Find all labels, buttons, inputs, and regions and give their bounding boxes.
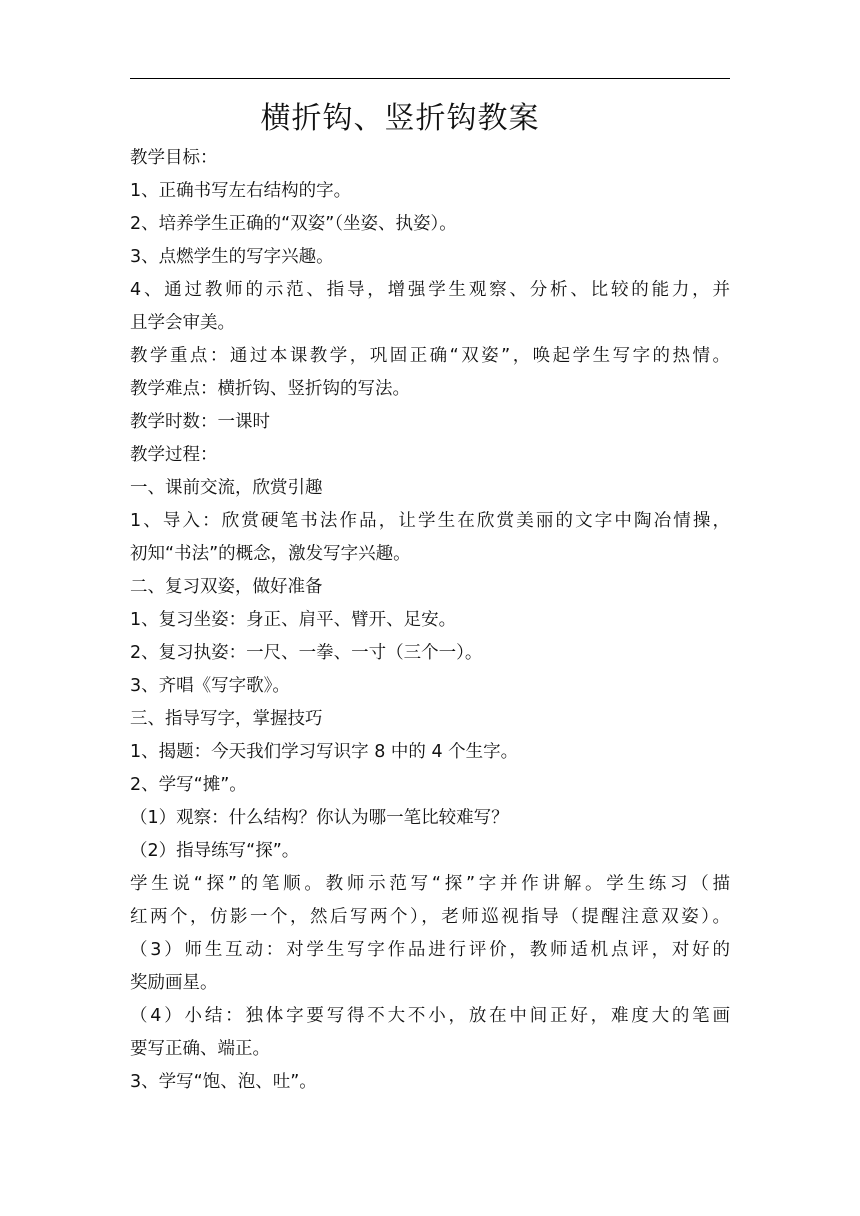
text-line: 2、学写“摊”。 <box>130 775 247 795</box>
text-line: 初知“书法”的概念，激发写字兴趣。 <box>130 544 411 564</box>
text-line: 红两个，仿影一个，然后写两个），老师巡视指导（提醒注意双姿）。 <box>130 907 730 927</box>
text-line: （2）指导练写“探”。 <box>130 841 300 861</box>
text-line: 奖励画星。 <box>130 973 218 993</box>
text-line: 3、学写“饱、泡、吐”。 <box>130 1072 317 1092</box>
text-line: （1）观察：什么结构？你认为哪一笔比较难写？ <box>130 808 509 828</box>
text-line: 教学过程： <box>130 445 218 465</box>
text-line: 二、复习双姿，做好准备 <box>130 577 323 597</box>
text-line: 1、正确书写左右结构的字。 <box>130 181 352 201</box>
header-rule <box>130 78 730 79</box>
text-line: 三、指导写字，掌握技巧 <box>130 709 323 729</box>
text-line: 教学难点：横折钩、竖折钩的写法。 <box>130 379 410 399</box>
text-line: （3）师生互动：对学生写字作品进行评价，教师适机点评，对好的 <box>130 940 730 960</box>
text-line: 1、揭题：今天我们学习写识字 8 中的 4 个生字。 <box>130 742 519 762</box>
text-line: 教学时数：一课时 <box>130 412 270 432</box>
text-line: 2、培养学生正确的“双姿”（坐姿、执姿）。 <box>130 214 457 234</box>
text-line: 学生说“探”的笔顺。教师示范写“探”字并作讲解。学生练习（描 <box>130 874 730 894</box>
text-line: 2、复习执姿：一尺、一拳、一寸（三个一）。 <box>130 643 483 663</box>
text-line: 教学目标： <box>130 148 218 168</box>
text-line: 教学重点：通过本课教学，巩固正确“双姿”，唤起学生写字的热情。 <box>130 346 730 366</box>
text-line: （4）小结：独体字要写得不大不小，放在中间正好，难度大的笔画 <box>130 1006 730 1026</box>
text-line: 4、通过教师的示范、指导，增强学生观察、分析、比较的能力，并 <box>130 280 730 300</box>
text-line: 1、导入：欣赏硬笔书法作品，让学生在欣赏美丽的文字中陶冶情操， <box>130 511 730 531</box>
text-line: 一、课前交流，欣赏引趣 <box>130 478 323 498</box>
text-line: 且学会审美。 <box>130 313 235 333</box>
document-body <box>130 142 730 1099</box>
text-line: 3、齐唱《写字歌》。 <box>130 676 290 696</box>
text-line: 3、点燃学生的写字兴趣。 <box>130 247 334 267</box>
text-line: 要写正确、端正。 <box>130 1039 270 1059</box>
document-title: 横折钩、竖折钩教案 <box>260 101 540 136</box>
text-line: 1、复习坐姿：身正、肩平、臂开、足安。 <box>130 610 457 630</box>
